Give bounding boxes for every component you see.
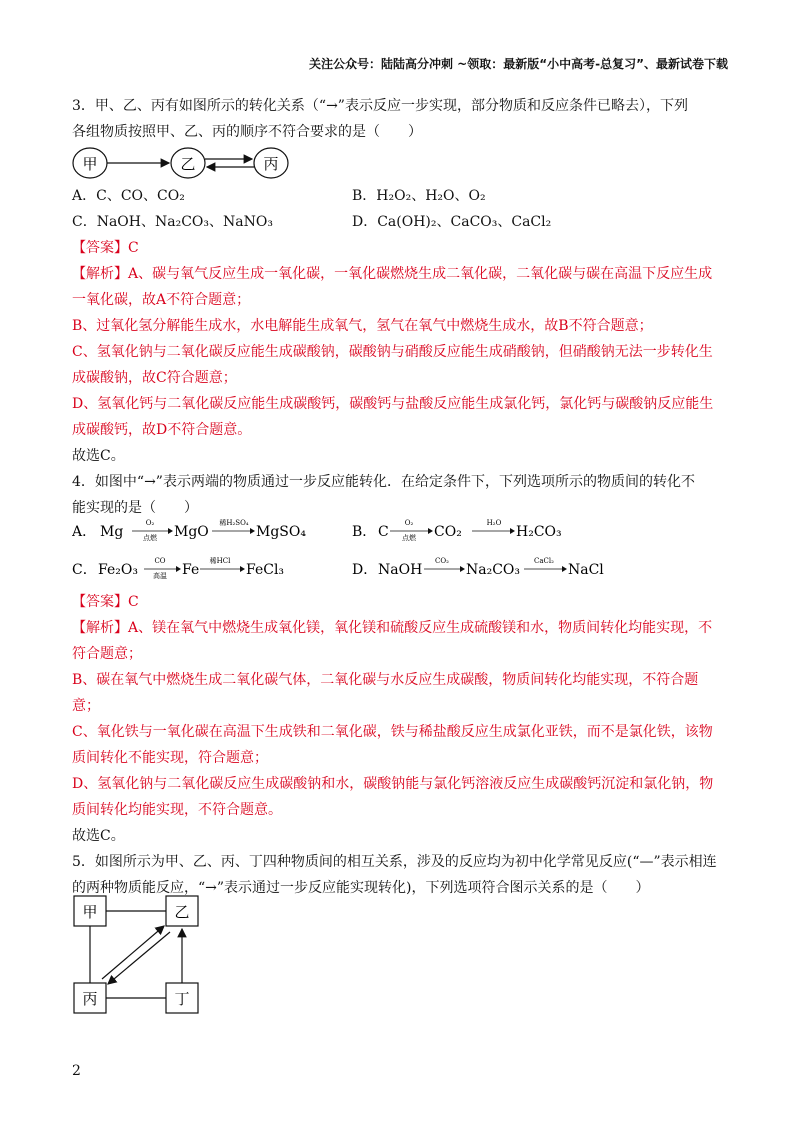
q4-a-c1-bot: 点燃 <box>143 534 157 542</box>
q4-option-c <box>72 554 332 584</box>
q3-node-bing-label: 丙 <box>263 155 279 173</box>
q3-explanation-7: 成碳酸钙，故D不符合题意。 <box>72 422 252 438</box>
q5-arrow-bing-yi <box>102 926 164 979</box>
q5-stem-line2: 的两种物质能反应，“→”表示通过一步反应能实现转化)，下列选项符合图示关系的是（ ） <box>72 880 650 896</box>
q4-explanation-7: D、氢氧化钠与二氧化碳反应生成碳酸钠和水，碳酸钠能与氯化钙溶液反应生成碳酸钙沉淀和氯化钠，物 <box>72 776 714 792</box>
page-number: 2 <box>72 1063 81 1079</box>
q5-node-ding-label: 丁 <box>174 990 190 1008</box>
q3-explanation-2: 一氧化碳，故A不符合题意； <box>72 292 251 308</box>
q5-node-yi-label: 乙 <box>174 903 190 921</box>
q3-option-d: D．Ca(OH)₂、CaCO₃、CaCl₂ <box>352 214 552 230</box>
q4-a-s3: MgSO₄ <box>256 524 306 540</box>
q4-b-c2-top: H₂O <box>486 519 502 527</box>
q3-final-answer: 故选C。 <box>72 448 125 464</box>
q4-a-label: A． <box>72 524 97 540</box>
q4-explanation-6: 质间转化不能实现，符合题意； <box>72 750 268 766</box>
q4-a-c1-top: O₂ <box>145 519 155 527</box>
q4-option-d <box>352 554 612 584</box>
q4-option-a <box>72 516 332 546</box>
q4-final-answer: 故选C。 <box>72 828 125 844</box>
q4-d-s1: NaOH <box>378 562 423 578</box>
q4-b-c1-bot: 点燃 <box>402 534 416 542</box>
q4-a-s2: MgO <box>174 524 209 540</box>
q4-b-c1-top: O₂ <box>404 519 414 527</box>
q3-option-a: A．C、CO、CO₂ <box>72 188 185 204</box>
q5-stem-line1: 5．如图所示为甲、乙、丙、丁四种物质间的相互关系，涉及的反应均为初中化学常见反应(“—”表示相连 <box>72 854 717 870</box>
q4-d-s3: NaCl <box>568 562 604 578</box>
q4-b-s1: C <box>378 524 389 540</box>
q5-diagram <box>68 890 208 1020</box>
q3-explanation-3: B、过氧化氢分解能生成水，水电解能生成氧气，氢气在氧气中燃烧生成水，故B不符合题意； <box>72 318 653 334</box>
q5-node-jia-label: 甲 <box>82 903 98 921</box>
q4-d-s2: Na₂CO₃ <box>466 562 521 578</box>
q4-c-c1-top: CO <box>154 557 166 565</box>
q4-c-s3: FeCl₃ <box>246 562 285 578</box>
q4-b-s2: CO₂ <box>434 524 462 540</box>
q4-b-s3: H₂CO₃ <box>516 524 562 540</box>
q4-c-c2-top: 稀HCl <box>209 557 231 565</box>
q3-explanation-1: 【解析】A、碳与氧气反应生成一氧化碳，一氧化碳燃烧生成二氧化碳，二氧化碳与碳在高温下反应生成 <box>72 266 713 282</box>
q4-answer: 【答案】C <box>72 594 139 610</box>
q4-c-s2: Fe <box>182 562 200 578</box>
q4-option-b <box>352 516 592 546</box>
q3-node-yi-label: 乙 <box>180 155 196 173</box>
q4-b-label: B． <box>352 524 377 540</box>
page-header: 关注公众号：陆陆高分冲刺 ~领取：最新版“小中高考-总复习”、最新试卷下载 <box>309 57 728 71</box>
q5-node-bing-label: 丙 <box>82 990 98 1008</box>
q4-c-s1: Fe₂O₃ <box>98 562 138 578</box>
q4-d-label: D． <box>352 562 378 578</box>
q4-d-c1-top: CO₂ <box>435 557 449 565</box>
q3-option-c: C．NaOH、Na₂CO₃、NaNO₃ <box>72 214 273 230</box>
q5-arrow-yi-bing <box>108 932 170 984</box>
q4-stem-line1: 4．如图中“→”表示两端的物质通过一步反应能转化．在给定条件下，下列选项所示的物质间的转化不 <box>72 474 695 490</box>
q4-d-c2-top: CaCl₂ <box>534 557 554 565</box>
q3-stem-line2: 各组物质按照甲、乙、丙的顺序不符合要求的是（ ） <box>72 124 422 140</box>
q3-node-jia-label: 甲 <box>82 155 98 173</box>
q3-diagram <box>68 144 308 184</box>
q4-explanation-4: 意； <box>72 698 100 714</box>
q4-explanation-3: B、碳在氧气中燃烧生成二氧化碳气体，二氧化碳与水反应生成碳酸，物质间转化均能实现，不符合题 <box>72 672 699 688</box>
q4-a-s1: Mg <box>100 524 124 540</box>
q4-a-c2-top: 稀H₂SO₄ <box>219 519 249 527</box>
q4-explanation-1: 【解析】A、镁在氧气中燃烧生成氧化镁，氧化镁和硫酸反应生成硫酸镁和水，物质间转化均能实现，不 <box>72 620 713 636</box>
q3-explanation-5: 成碳酸钠，故C符合题意； <box>72 370 237 386</box>
q4-stem-line2: 能实现的是（ ） <box>72 500 198 516</box>
q4-explanation-5: C、氧化铁与一氧化碳在高温下生成铁和二氧化碳，铁与稀盐酸反应生成氯化亚铁，而不是氯化铁，该物 <box>72 724 713 740</box>
q4-c-label: C． <box>72 562 97 578</box>
q3-answer: 【答案】C <box>72 240 139 256</box>
q3-explanation-4: C、氢氧化钠与二氧化碳反应能生成碳酸钠，碳酸钠与硝酸反应能生成硝酸钠，但硝酸钠无法一步转化生 <box>72 344 713 360</box>
q3-explanation-6: D、氢氧化钙与二氧化碳反应能生成碳酸钙，碳酸钙与盐酸反应能生成氯化钙，氯化钙与碳酸钠反应能生 <box>72 396 714 412</box>
q4-explanation-8: 质间转化均能实现，不符合题意。 <box>72 802 282 818</box>
q3-option-b: B．H₂O₂、H₂O、O₂ <box>352 188 486 204</box>
q4-c-c1-bot: 高温 <box>153 572 167 580</box>
q4-explanation-2: 符合题意； <box>72 646 142 662</box>
q3-stem-line1: 3．甲、乙、丙有如图所示的转化关系（“→”表示反应一步实现，部分物质和反应条件已略去），下列 <box>72 98 688 114</box>
